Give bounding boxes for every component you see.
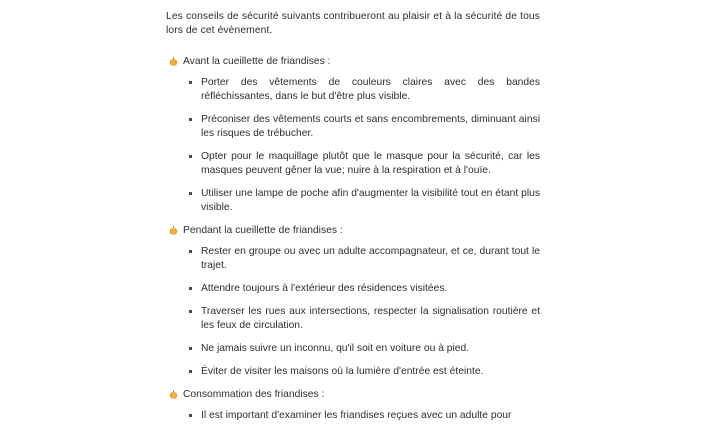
square-bullet-icon <box>189 155 192 158</box>
list-item-text: Attendre toujours à l'extérieur des résidences visitées. <box>201 282 448 294</box>
square-bullet-icon <box>189 81 192 84</box>
section-consommation <box>166 388 540 423</box>
square-bullet-icon <box>189 347 192 350</box>
list-item-text: Ne jamais suivre un inconnu, qu'il soit en voiture ou à pied. <box>201 342 470 354</box>
section-avant <box>166 55 540 214</box>
list-item-text: Opter pour le maquillage plutôt que le masque pour la sécurité, car les masques peuvent gêner la vue; nuire à la respiration et à l'ouïe. <box>201 151 540 176</box>
list-item-text: Porter des vêtements de couleurs claires avec des bandes réfléchissantes, dans le but d'être plus visible. <box>201 77 540 102</box>
list-item-text: Traverser les rues aux intersections, respecter la signalisation routière et les feux de circulation. <box>201 305 540 331</box>
section-item-list <box>166 76 540 214</box>
square-bullet-icon <box>189 287 192 290</box>
list-item-text: Préconiser des vêtements courts et sans encombrements, diminuant ainsi les risques de trébucher. <box>201 114 540 139</box>
list-item <box>166 113 540 140</box>
section-pendant <box>166 224 540 379</box>
section-item-list <box>166 245 540 379</box>
list-item <box>166 245 540 272</box>
pumpkin-icon <box>169 390 178 399</box>
document-body <box>166 10 540 432</box>
list-item <box>166 342 540 356</box>
section-heading <box>166 388 540 402</box>
section-item-list <box>166 409 540 423</box>
square-bullet-icon <box>189 250 192 253</box>
list-item-text: Rester en groupe ou avec un adulte accompagnateur, et ce, durant tout le trajet. <box>201 245 540 271</box>
list-item-text: Il est important d'examiner les friandises reçues avec un adulte pour <box>201 410 512 422</box>
square-bullet-icon <box>189 118 192 121</box>
list-item <box>166 76 540 103</box>
section-heading-label: Pendant la cueillette de friandises : <box>183 224 343 236</box>
section-heading-label: Consommation des friandises : <box>183 389 325 401</box>
section-heading <box>166 224 540 238</box>
list-item-text: Éviter de visiter les maisons où la lumière d'entrée est éteinte. <box>201 366 484 378</box>
list-item-text: Utiliser une lampe de poche afin d'augmenter la visibilité tout en étant plus visible. <box>201 187 540 213</box>
list-item <box>166 150 540 177</box>
square-bullet-icon <box>189 310 192 313</box>
pumpkin-icon <box>169 226 178 235</box>
square-bullet-icon <box>189 192 192 195</box>
list-item <box>166 365 540 379</box>
section-heading-label: Avant la cueillette de friandises : <box>183 56 331 68</box>
square-bullet-icon <box>189 414 192 417</box>
section-heading <box>166 55 540 69</box>
intro-paragraph: Les conseils de sécurité suivants contribueront au plaisir et à la sécurité de tous lors de cet évènement. <box>166 11 540 36</box>
pumpkin-icon <box>169 57 178 66</box>
list-item <box>166 409 540 423</box>
list-item <box>166 305 540 332</box>
list-item <box>166 282 540 296</box>
square-bullet-icon <box>189 370 192 373</box>
list-item <box>166 187 540 214</box>
